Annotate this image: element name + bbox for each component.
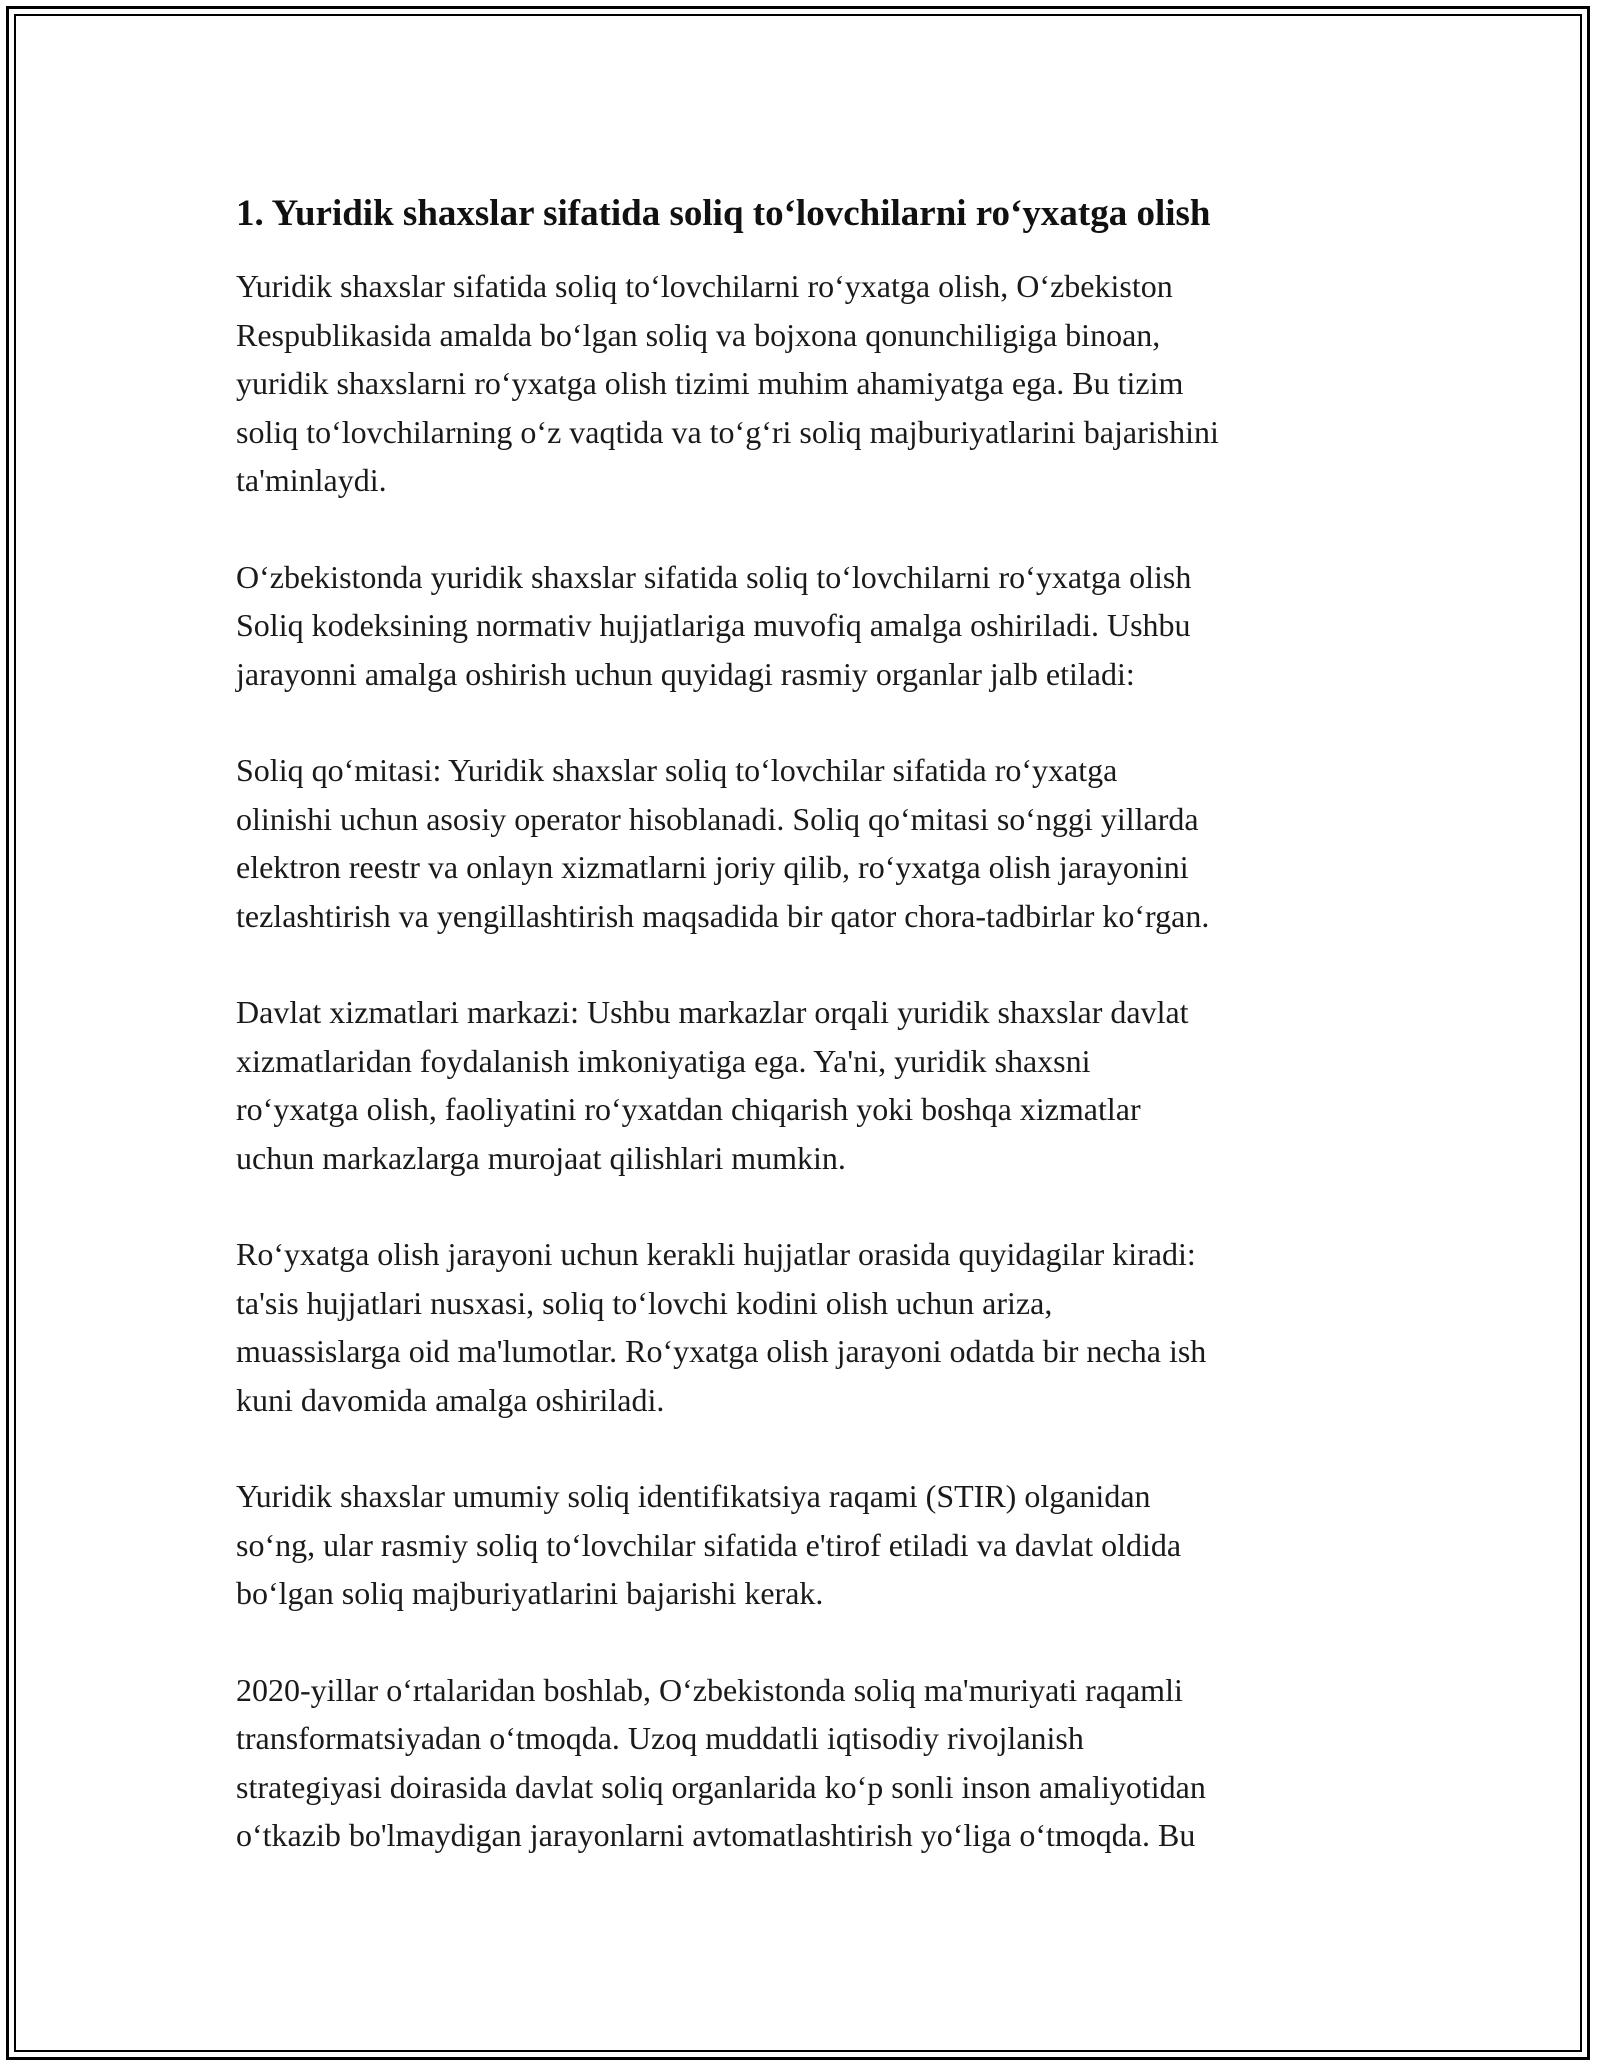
text-line: o‘tkazib bo'lmaydigan jarayonlarni avtomatlashtirish yo‘liga o‘tmoqda. Bu — [236, 1817, 1196, 1853]
text-line: muassislarga oid ma'lumotlar. Ro‘yxatga olish jarayoni odatda bir necha ish — [236, 1333, 1207, 1369]
paragraph-digital-transformation — [236, 1666, 1396, 1860]
paragraph-documents — [236, 1230, 1396, 1424]
text-line: olinishi uchun asosiy operator hisoblanadi. Soliq qo‘mitasi so‘nggi yillarda — [236, 800, 1199, 837]
paragraph-stir — [236, 1472, 1396, 1618]
text-line: O‘zbekistonda yuridik shaxslar sifatida soliq to‘lovchilarni ro‘yxatga olish — [236, 558, 1192, 595]
text-line: ta'sis hujjatlari nusxasi, soliq to‘lovchi kodini olish uchun ariza, — [236, 1284, 1053, 1321]
text-line: Soliq kodeksining normativ hujjatlariga muvofiq amalga oshiriladi. Ushbu — [236, 607, 1191, 643]
text-line: xizmatlaridan foydalanish imkoniyatiga ega. Ya'ni, yuridik shaxsni — [236, 1042, 1091, 1079]
paragraph-tax-committee — [236, 746, 1396, 940]
text-line: ro‘yxatga olish, faoliyatini ro‘yxatdan chiqarish yoki boshqa xizmatlar — [236, 1091, 1141, 1127]
text-line: Soliq qo‘mitasi: Yuridik shaxslar soliq to‘lovchilar sifatida ro‘yxatga — [236, 752, 1118, 788]
text-line: ta'minlaydi. — [236, 462, 387, 498]
text-line: Ro‘yxatga olish jarayoni uchun kerakli hujjatlar orasida quyidagilar kiradi: — [236, 1236, 1196, 1272]
text-line: tezlashtirish va yengillashtirish maqsadida bir qator chora-tadbirlar ko‘rgan. — [236, 897, 1210, 934]
paragraph-organs — [236, 553, 1396, 699]
text-line: uchun markazlarga murojaat qilishlari mumkin. — [236, 1139, 846, 1176]
section-title: 1. Yuridik shaxslar sifatida soliq to‘lovchilarni ro‘yxatga olish — [236, 193, 1211, 234]
text-line: bo‘lgan soliq majburiyatlarini bajarishi kerak. — [236, 1575, 824, 1611]
text-line: transformatsiyadan o‘tmoqda. Uzoq muddatli iqtisodiy rivojlanish — [236, 1720, 1084, 1756]
text-line: kuni davomida amalga oshiriladi. — [236, 1381, 665, 1418]
text-line: 2020-yillar o‘rtalaridan boshlab, O‘zbekistonda soliq ma'muriyati raqamli — [236, 1671, 1183, 1708]
text-line: Yuridik shaxslar sifatida soliq to‘lovchilarni ro‘yxatga olish, O‘zbekiston — [236, 268, 1173, 304]
paragraph-intro — [236, 262, 1396, 505]
paragraph-service-center — [236, 988, 1396, 1182]
document-body — [236, 188, 1396, 1908]
text-line: so‘ng, ular rasmiy soliq to‘lovchilar sifatida e'tirof etiladi va davlat oldida — [236, 1526, 1182, 1563]
text-line: Yuridik shaxslar umumiy soliq identifikatsiya raqami (STIR) olganidan — [236, 1478, 1151, 1514]
text-line: Respublikasida amalda bo‘lgan soliq va bojxona qonunchiligiga binoan, — [236, 316, 1161, 353]
text-line: soliq to‘lovchilarning o‘z vaqtida va to‘g‘ri soliq majburiyatlarini bajarishini — [236, 413, 1219, 450]
text-line: jarayonni amalga oshirish uchun quyidagi rasmiy organlar jalb etiladi: — [236, 655, 1135, 692]
text-line: Davlat xizmatlari markazi: Ushbu markazlar orqali yuridik shaxslar davlat — [236, 994, 1189, 1030]
text-line: strategiyasi doirasida davlat soliq organlarida ko‘p sonli inson amaliyotidan — [236, 1768, 1206, 1805]
text-line: yuridik shaxslarni ro‘yxatga olish tizimi muhim ahamiyatga ega. Bu tizim — [236, 365, 1184, 401]
text-line: elektron reestr va onlayn xizmatlarni joriy qilib, ro‘yxatga olish jarayonini — [236, 849, 1189, 885]
